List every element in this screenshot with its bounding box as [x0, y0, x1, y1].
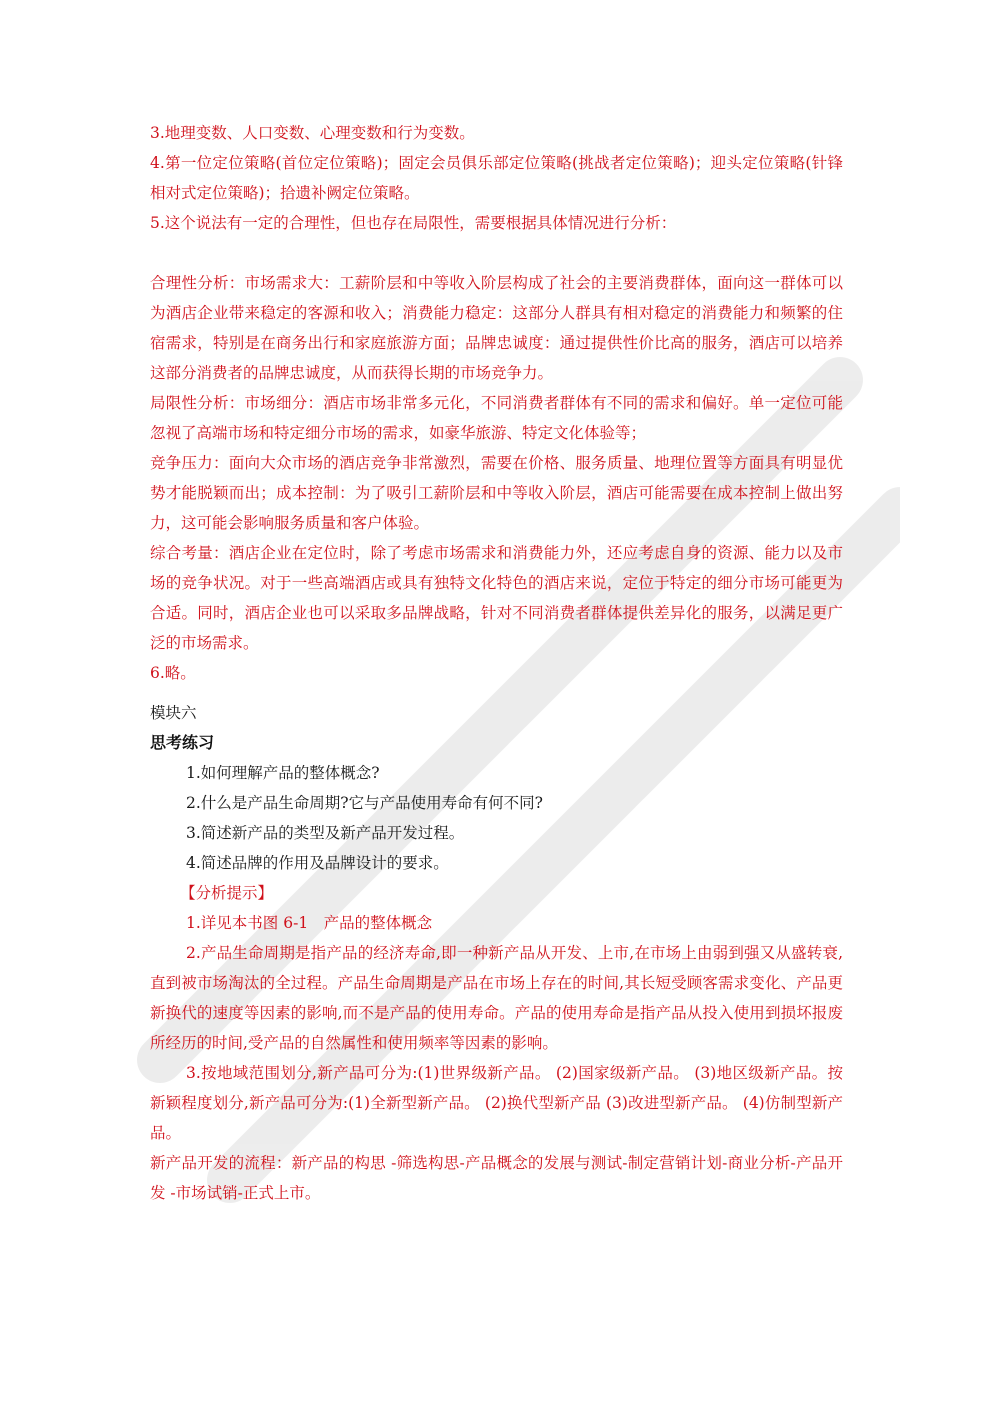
exercise-heading: 思考练习: [150, 733, 215, 752]
overall-consideration: 综合考量：酒店企业在定位时，除了考虑市场需求和消费能力外，还应考虑自身的资源、能力以及市场的竞争状况。对于一些高端酒店或具有独特文化特色的酒店来说，定位于特定的细分市场可能更为合适。同时，酒店企业也可以采取多品牌战略，针对不同消费者群体提供差异化的服务，以满足更广泛的市场需求。: [150, 544, 843, 652]
answer-3: 3.地理变数、人口变数、心理变数和行为变数。: [150, 124, 475, 142]
competition-pressure: 竞争压力：面向大众市场的酒店竞争非常激烈，需要在价格、服务质量、地理位置等方面具有明显优势才能脱颖而出；成本控制：为了吸引工薪阶层和中等收入阶层，酒店可能需要在成本控制上做出努力，这可能会影响服务质量和客户体验。: [150, 454, 843, 532]
question-1: 1.如何理解产品的整体概念?: [186, 764, 380, 782]
limitation-analysis: 局限性分析：市场细分：酒店市场非常多元化，不同消费者群体有不同的需求和偏好。单一定位可能忽视了高端市场和特定细分市场的需求，如豪华旅游、特定文化体验等；: [150, 394, 843, 442]
question-2: 2.什么是产品生命周期?它与产品使用寿命有何不同?: [186, 794, 543, 812]
hint-answer-1: 1.详见本书图 6-1 产品的整体概念: [186, 914, 433, 932]
question-3: 3.简述新产品的类型及新产品开发过程。: [186, 824, 465, 842]
answer-6: 6.略。: [150, 664, 196, 682]
document-page: [150, 118, 843, 1208]
hint-answer-3: 3.按地域范围划分,新产品可分为:(1)世界级新产品。 (2)国家级新产品。 (3)地区级新产品。按新颖程度划分,新产品可分为:(1)全新型新产品。 (2)换代型新产品 (3)改进型新产品。 (4)仿制型新产品。: [150, 1064, 843, 1142]
reasonable-analysis: 合理性分析：市场需求大：工薪阶层和中等收入阶层构成了社会的主要消费群体，面向这一群体可以为酒店企业带来稳定的客源和收入；消费能力稳定：这部分人群具有相对稳定的消费能力和频繁的住宿需求，特别是在商务出行和家庭旅游方面；品牌忠诚度：通过提供性价比高的服务，酒店可以培养这部分消费者的品牌忠诚度，从而获得长期的市场竞争力。: [150, 274, 843, 382]
hint-answer-2: 2.产品生命周期是指产品的经济寿命,即一种新产品从开发、上市,在市场上由弱到强又从盛转衰,直到被市场淘汰的全过程。产品生命周期是产品在市场上存在的时间,其长短受顾客需求变化、产品更新换代的速度等因素的影响,而不是产品的使用寿命。产品的使用寿命是指产品从投入使用到损坏报废所经历的时间,受产品的自然属性和使用频率等因素的影响。: [150, 944, 843, 1052]
answer-4: 4.第一位定位策略(首位定位策略)；固定会员俱乐部定位策略(挑战者定位策略)；迎头定位策略(针锋相对式定位策略)；拾遗补阙定位策略。: [150, 154, 843, 202]
hint-heading: 【分析提示】: [180, 884, 274, 902]
module-title: 模块六: [150, 704, 197, 722]
question-4: 4.简述品牌的作用及品牌设计的要求。: [186, 854, 449, 872]
new-product-process: 新产品开发的流程：新产品的构思 -筛选构思-产品概念的发展与测试-制定营销计划-商业分析-产品开发 -市场试销-正式上市。: [150, 1154, 843, 1202]
answer-5: 5.这个说法有一定的合理性，但也存在局限性，需要根据具体情况进行分析：: [150, 214, 677, 232]
